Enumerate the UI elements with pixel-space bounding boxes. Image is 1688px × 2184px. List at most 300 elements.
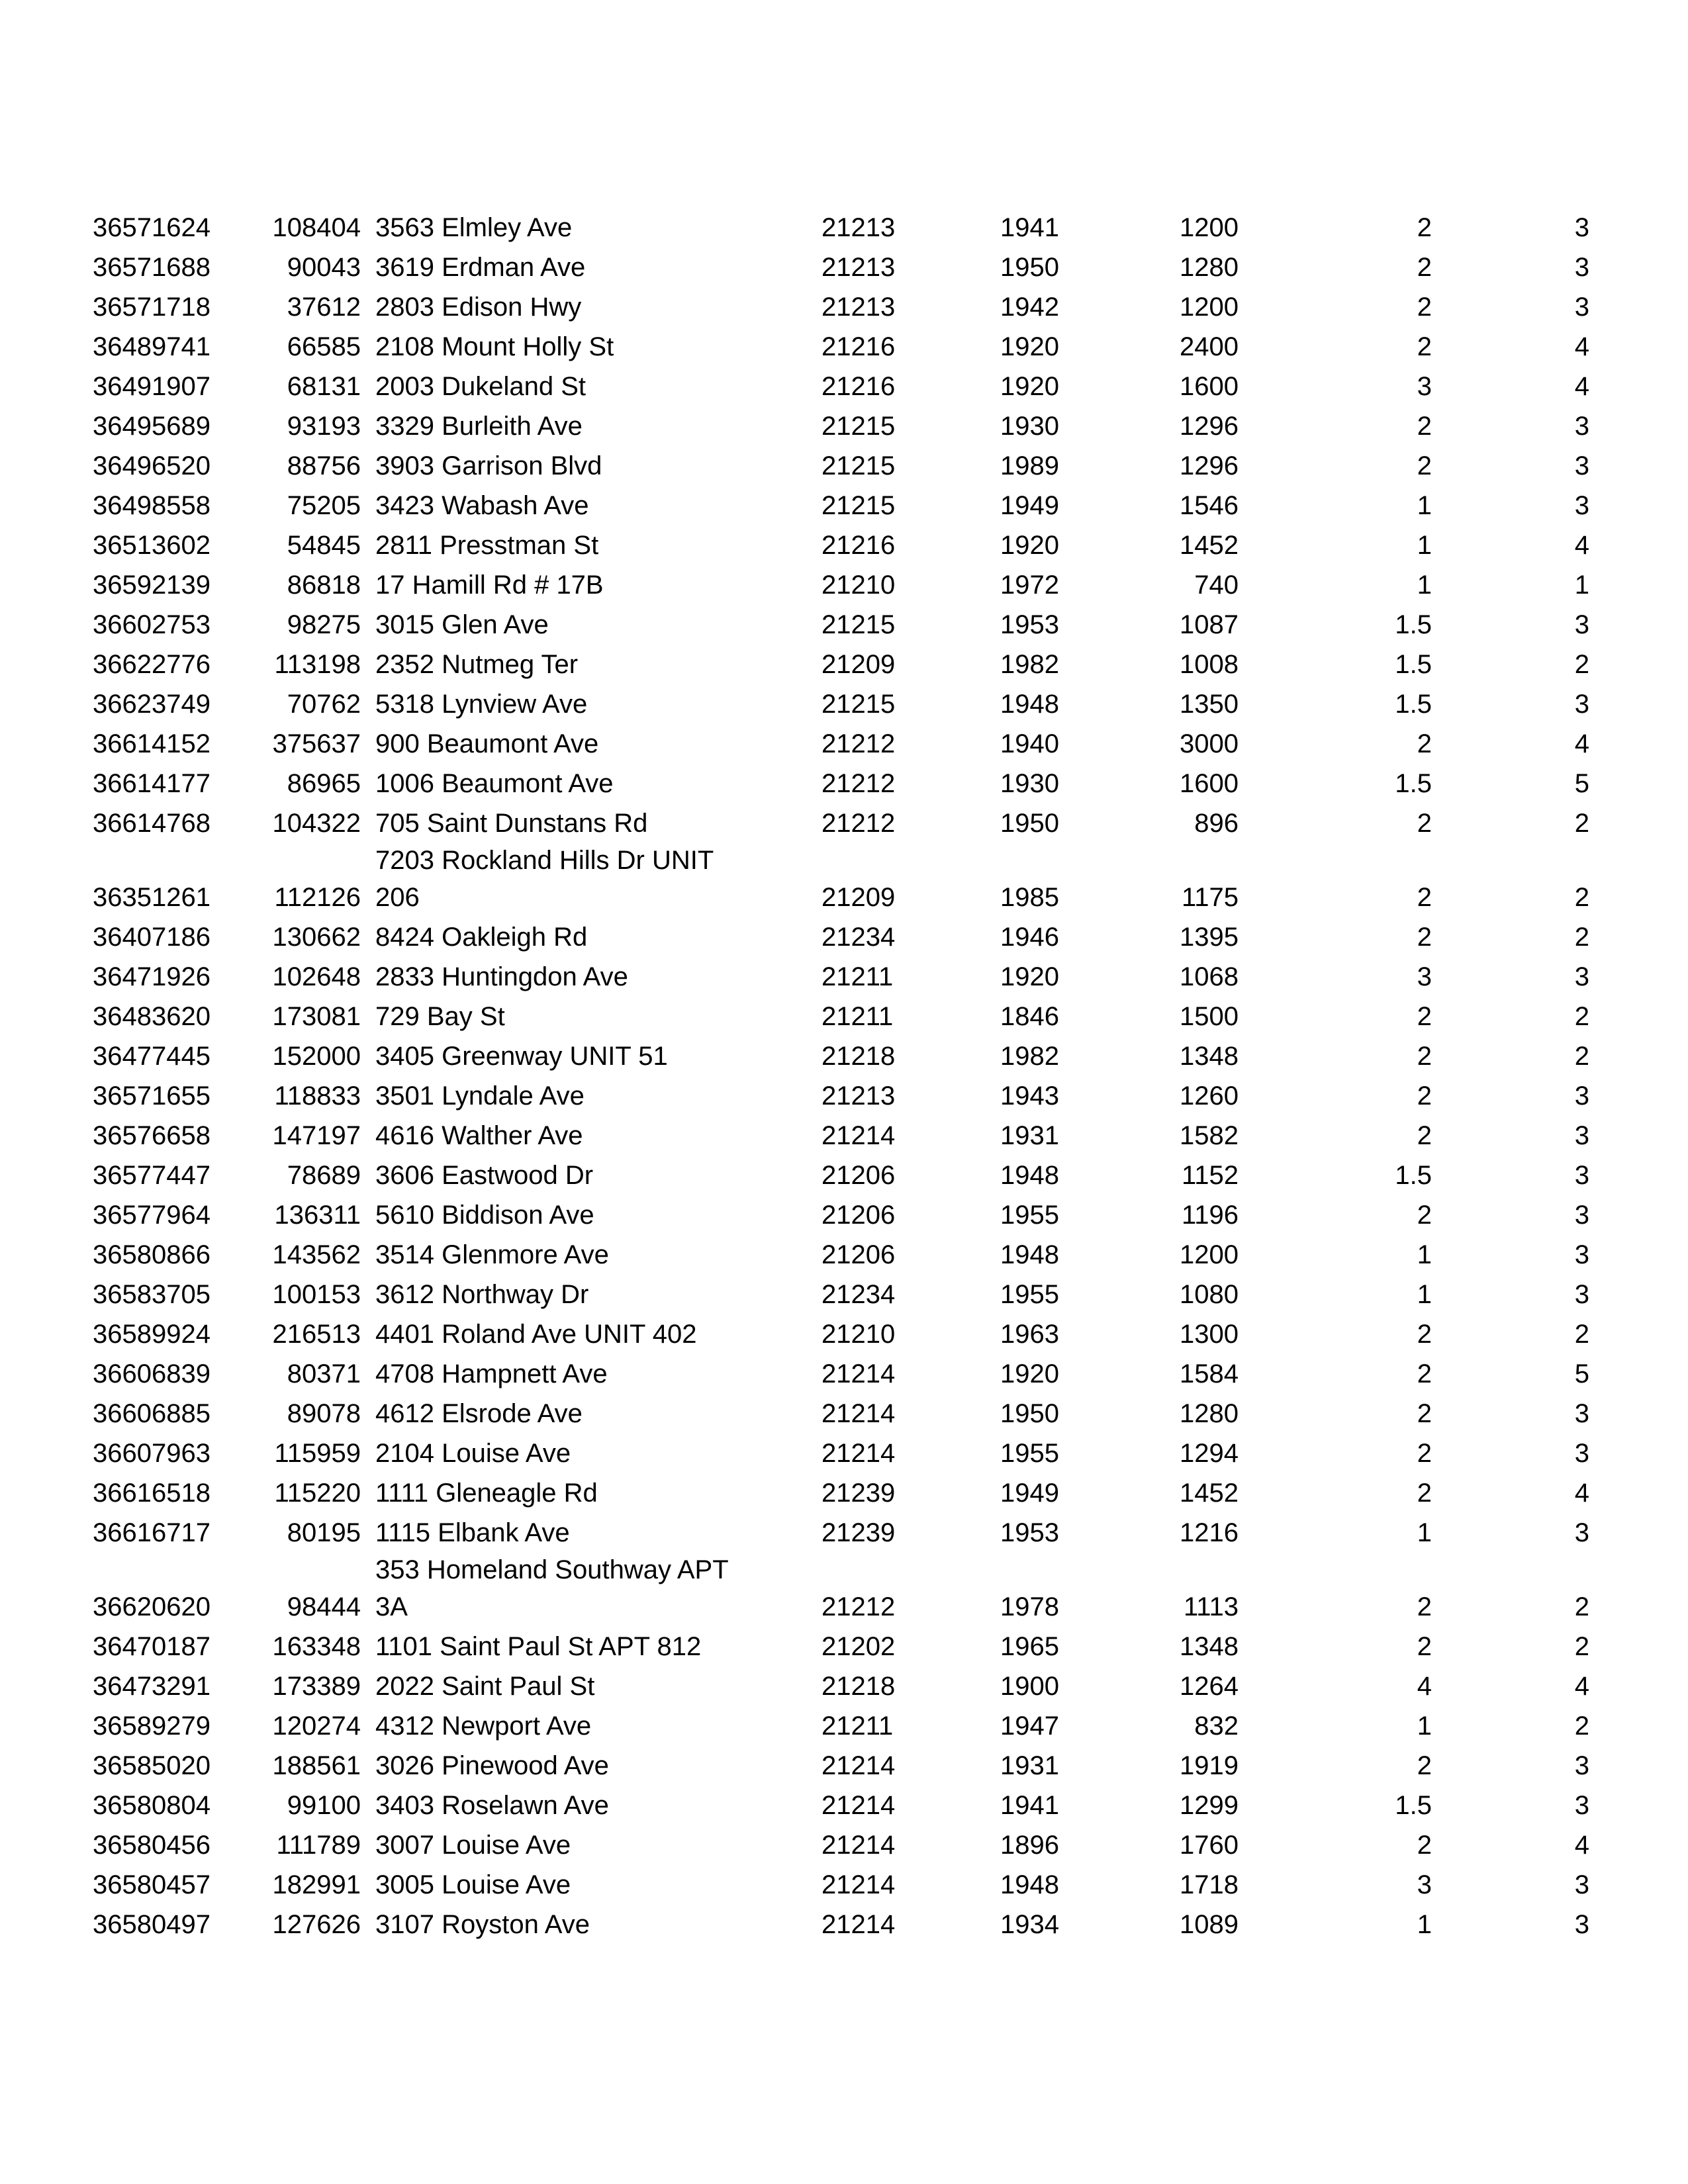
cell-beds: 3 [1574,1910,1589,1939]
address-line: 353 Homeland Southway APT [375,1555,729,1584]
cell-value: 127626 [272,1910,361,1939]
table-row [93,1273,1589,1313]
cell-address: 900 Beaumont Ave [375,729,599,758]
cell-address: 5318 Lynview Ave [375,690,588,719]
cell-year-built: 1896 [1000,1831,1059,1860]
cell-address: 5610 Biddison Ave [375,1201,594,1230]
cell-baths: 2 [1417,1320,1432,1349]
cell-zip: 21214 [821,1791,896,1820]
cell-year-built: 1953 [1000,610,1059,639]
cell-baths: 2 [1417,1592,1432,1621]
cell-square-feet: 1452 [1180,1479,1239,1508]
cell-square-feet: 1280 [1180,1399,1239,1428]
cell-property-id: 36602753 [93,610,211,639]
cell-baths: 1 [1417,570,1432,600]
cell-zip: 21215 [821,451,896,480]
cell-zip: 21214 [821,1870,896,1899]
cell-baths: 2 [1417,1439,1432,1468]
cell-baths: 1.5 [1395,610,1432,639]
table-row [93,1432,1589,1472]
cell-zip: 21213 [821,253,896,282]
cell-square-feet: 1582 [1180,1121,1239,1150]
cell-property-id: 36589279 [93,1711,211,1741]
table-body [93,206,1589,1943]
cell-property-id: 36583705 [93,1280,211,1309]
cell-property-id: 36483620 [93,1002,211,1031]
cell-beds: 3 [1574,491,1589,520]
cell-address: 3005 Louise Ave [375,1870,571,1899]
table-row [93,445,1589,484]
cell-address: 2803 Edison Hwy [375,293,582,322]
cell-zip: 21213 [821,293,896,322]
cell-value: 188561 [272,1751,361,1780]
cell-year-built: 1982 [1000,650,1059,679]
cell-year-built: 1985 [1000,883,1059,912]
cell-property-id: 36571624 [93,213,211,242]
table-row [93,1154,1589,1194]
cell-year-built: 1920 [1000,372,1059,401]
cell-address: 705 Saint Dunstans Rd [375,809,648,838]
cell-property-id: 36491907 [93,372,211,401]
cell-address: 3007 Louise Ave [375,1831,571,1860]
table-row [93,1035,1589,1075]
table-row [93,723,1589,762]
cell-address: 3015 Glen Ave [375,610,549,639]
cell-beds: 2 [1574,1711,1589,1741]
cell-baths: 2 [1417,1479,1432,1508]
cell-address: 2104 Louise Ave [375,1439,571,1468]
cell-beds: 2 [1574,650,1589,679]
cell-zip: 21216 [821,372,896,401]
cell-baths: 2 [1417,923,1432,952]
cell-address: 4401 Roland Ave UNIT 402 [375,1320,697,1349]
cell-baths: 2 [1417,1359,1432,1388]
cell-property-id: 36622776 [93,650,211,679]
cell-beds: 5 [1574,769,1589,798]
cell-beds: 4 [1574,1831,1589,1860]
cell-property-id: 36607963 [93,1439,211,1468]
table-row [93,1313,1589,1353]
cell-property-id: 36576658 [93,1121,211,1150]
cell-value: 120274 [272,1711,361,1741]
cell-address: 2833 Huntingdon Ave [375,962,628,991]
table-row [93,484,1589,524]
cell-square-feet: 1718 [1180,1870,1239,1899]
cell-address: 3107 Royston Ave [375,1910,590,1939]
cell-property-id: 36571688 [93,253,211,282]
cell-beds: 3 [1574,1121,1589,1150]
cell-value: 54845 [287,531,361,560]
table-row [93,762,1589,802]
cell-zip: 21239 [821,1479,896,1508]
cell-square-feet: 1200 [1180,213,1239,242]
cell-property-id: 36614177 [93,769,211,798]
table-row [93,643,1589,683]
cell-value: 143562 [272,1240,361,1269]
cell-property-id: 36513602 [93,531,211,560]
cell-value: 130662 [272,923,361,952]
cell-baths: 2 [1417,729,1432,758]
cell-address: 3329 Burleith Ave [375,412,583,441]
cell-square-feet: 1264 [1180,1672,1239,1701]
cell-zip: 21212 [821,769,896,798]
cell-beds: 2 [1574,883,1589,912]
cell-zip: 21202 [821,1632,896,1661]
cell-property-id: 36606885 [93,1399,211,1428]
cell-zip: 21215 [821,690,896,719]
cell-address: 4612 Elsrode Ave [375,1399,583,1428]
cell-year-built: 1949 [1000,491,1059,520]
cell-beds: 3 [1574,1870,1589,1899]
cell-value: 68131 [287,372,361,401]
cell-baths: 1 [1417,1711,1432,1741]
cell-zip: 21206 [821,1240,896,1269]
cell-address: 4312 Newport Ave [375,1711,592,1741]
cell-beds: 3 [1574,962,1589,991]
cell-square-feet: 1280 [1180,253,1239,282]
cell-beds: 2 [1574,923,1589,952]
property-table [93,206,1589,1943]
cell-baths: 2 [1417,1081,1432,1111]
cell-beds: 2 [1574,1002,1589,1031]
cell-zip: 21215 [821,412,896,441]
table-row [93,1115,1589,1154]
cell-baths: 2 [1417,1632,1432,1661]
cell-square-feet: 1452 [1180,531,1239,560]
cell-zip: 21206 [821,1161,896,1190]
cell-baths: 1.5 [1395,650,1432,679]
cell-year-built: 1950 [1000,1399,1059,1428]
table-row [93,1705,1589,1745]
table-row [93,1234,1589,1273]
cell-square-feet: 1760 [1180,1831,1239,1860]
cell-year-built: 1963 [1000,1320,1059,1349]
cell-square-feet: 896 [1194,809,1239,838]
cell-zip: 21213 [821,213,896,242]
cell-year-built: 1920 [1000,962,1059,991]
cell-baths: 3 [1417,1870,1432,1899]
cell-address: 2022 Saint Paul St [375,1672,595,1701]
cell-beds: 3 [1574,1518,1589,1547]
cell-square-feet: 1089 [1180,1910,1239,1939]
table-row [93,524,1589,564]
cell-square-feet: 2400 [1180,332,1239,361]
cell-year-built: 1920 [1000,1359,1059,1388]
cell-zip: 21211 [821,1711,894,1741]
cell-year-built: 1942 [1000,293,1059,322]
cell-baths: 2 [1417,1399,1432,1428]
cell-beds: 4 [1574,1479,1589,1508]
cell-address [375,1551,812,1625]
cell-beds: 3 [1574,412,1589,441]
cell-property-id: 36614768 [93,809,211,838]
cell-value: 108404 [272,213,361,242]
cell-value: 136311 [274,1201,361,1230]
cell-property-id: 36592139 [93,570,211,600]
cell-year-built: 1953 [1000,1518,1059,1547]
cell-value: 115959 [274,1439,361,1468]
cell-square-feet: 1113 [1183,1592,1239,1621]
cell-beds: 3 [1574,1201,1589,1230]
cell-baths: 2 [1417,883,1432,912]
table-row [93,1665,1589,1705]
table-row [93,956,1589,995]
cell-beds: 2 [1574,809,1589,838]
cell-value: 78689 [287,1161,361,1190]
table-row [93,1784,1589,1824]
cell-baths: 1.5 [1395,1161,1432,1190]
cell-property-id: 36580457 [93,1870,211,1899]
cell-year-built: 1948 [1000,1161,1059,1190]
cell-address: 3619 Erdman Ave [375,253,586,282]
cell-value: 216513 [272,1320,361,1349]
cell-year-built: 1930 [1000,769,1059,798]
cell-property-id: 36473291 [93,1672,211,1701]
cell-baths: 2 [1417,412,1432,441]
cell-square-feet: 1348 [1180,1632,1239,1661]
cell-baths: 2 [1417,293,1432,322]
cell-value: 86818 [287,570,361,600]
cell-beds: 3 [1574,1081,1589,1111]
cell-zip: 21213 [821,1081,896,1111]
cell-value: 152000 [272,1042,361,1071]
cell-value: 80371 [287,1359,361,1388]
address-line: 206 [375,883,420,912]
cell-value: 113198 [274,650,361,679]
cell-square-feet: 1294 [1180,1439,1239,1468]
cell-value: 182991 [272,1870,361,1899]
cell-property-id: 36577964 [93,1201,211,1230]
cell-property-id: 36571655 [93,1081,211,1111]
cell-year-built: 1947 [1000,1711,1059,1741]
cell-address: 3606 Eastwood Dr [375,1161,594,1190]
cell-square-feet: 1175 [1181,883,1239,912]
cell-value: 111789 [276,1831,361,1860]
cell-year-built: 1943 [1000,1081,1059,1111]
cell-property-id: 36489741 [93,332,211,361]
table-row [93,842,1589,916]
cell-zip: 21234 [821,1280,896,1309]
cell-square-feet: 3000 [1180,729,1239,758]
cell-property-id: 36471926 [93,962,211,991]
cell-beds: 1 [1574,570,1589,600]
cell-square-feet: 1919 [1180,1751,1239,1780]
cell-baths: 3 [1417,962,1432,991]
cell-value: 375637 [272,729,361,758]
cell-beds: 3 [1574,213,1589,242]
cell-value: 37612 [287,293,361,322]
cell-square-feet: 1299 [1180,1791,1239,1820]
table-row [93,1745,1589,1784]
cell-beds: 3 [1574,1791,1589,1820]
table-row [93,564,1589,604]
cell-baths: 2 [1417,332,1432,361]
cell-property-id: 36620620 [93,1592,211,1621]
cell-zip: 21211 [821,1002,894,1031]
cell-beds: 3 [1574,293,1589,322]
table-row [93,1824,1589,1864]
cell-year-built: 1931 [1000,1751,1059,1780]
cell-square-feet: 1600 [1180,769,1239,798]
cell-year-built: 1948 [1000,690,1059,719]
cell-value: 75205 [287,491,361,520]
cell-beds: 4 [1574,332,1589,361]
cell-year-built: 1920 [1000,531,1059,560]
cell-year-built: 1955 [1000,1201,1059,1230]
cell-value: 66585 [287,332,361,361]
cell-value: 112126 [274,883,361,912]
cell-address: 1111 Gleneagle Rd [375,1479,598,1508]
cell-year-built: 1931 [1000,1121,1059,1150]
cell-value: 115220 [274,1479,361,1508]
cell-square-feet: 1200 [1180,1240,1239,1269]
cell-year-built: 1946 [1000,923,1059,952]
cell-baths: 3 [1417,372,1432,401]
cell-beds: 3 [1574,451,1589,480]
cell-value: 118833 [274,1081,361,1111]
cell-baths: 1 [1417,1240,1432,1269]
cell-square-feet: 1395 [1180,923,1239,952]
cell-property-id: 36351261 [93,883,211,912]
cell-property-id: 36623749 [93,690,211,719]
cell-square-feet: 1584 [1180,1359,1239,1388]
cell-baths: 2 [1417,1201,1432,1230]
cell-beds: 4 [1574,372,1589,401]
cell-property-id: 36470187 [93,1632,211,1661]
cell-address: 8424 Oakleigh Rd [375,923,588,952]
cell-address: 3903 Garrison Blvd [375,451,602,480]
cell-address: 1006 Beaumont Ave [375,769,614,798]
cell-property-id: 36580456 [93,1831,211,1860]
cell-zip: 21218 [821,1042,896,1071]
cell-address: 3403 Roselawn Ave [375,1791,609,1820]
table-row [93,1392,1589,1432]
cell-address: 2352 Nutmeg Ter [375,650,579,679]
cell-year-built: 1941 [1000,213,1059,242]
table-row [93,802,1589,842]
table-row [93,405,1589,445]
cell-address: 729 Bay St [375,1002,505,1031]
cell-address: 1101 Saint Paul St APT 812 [375,1632,702,1661]
cell-value: 147197 [272,1121,361,1150]
cell-address: 3612 Northway Dr [375,1280,589,1309]
cell-value: 88756 [287,451,361,480]
cell-baths: 2 [1417,1002,1432,1031]
table-row [93,683,1589,723]
cell-beds: 2 [1574,1592,1589,1621]
cell-zip: 21212 [821,1592,896,1621]
cell-beds: 3 [1574,253,1589,282]
cell-value: 104322 [272,809,361,838]
cell-year-built: 1949 [1000,1479,1059,1508]
address-line: 3A [375,1592,408,1621]
cell-address: 17 Hamill Rd # 17B [375,570,604,600]
cell-address: 4616 Walther Ave [375,1121,583,1150]
table-row [93,1353,1589,1392]
table-row [93,365,1589,405]
cell-baths: 2 [1417,1831,1432,1860]
cell-square-feet: 1152 [1181,1161,1239,1190]
cell-beds: 5 [1574,1359,1589,1388]
cell-year-built: 1940 [1000,729,1059,758]
cell-value: 89078 [287,1399,361,1428]
table-row [93,246,1589,286]
cell-baths: 1 [1417,531,1432,560]
cell-address: 3423 Wabash Ave [375,491,589,520]
cell-square-feet: 832 [1194,1711,1239,1741]
cell-zip: 21239 [821,1518,896,1547]
cell-beds: 3 [1574,1240,1589,1269]
table-row [93,1075,1589,1115]
cell-address [375,842,812,916]
cell-beds: 3 [1574,1751,1589,1780]
cell-value: 102648 [272,962,361,991]
cell-beds: 3 [1574,1439,1589,1468]
address-line: 7203 Rockland Hills Dr UNIT [375,846,714,875]
cell-property-id: 36589924 [93,1320,211,1349]
cell-year-built: 1934 [1000,1910,1059,1939]
cell-square-feet: 1600 [1180,372,1239,401]
cell-year-built: 1982 [1000,1042,1059,1071]
cell-square-feet: 1546 [1180,491,1239,520]
cell-square-feet: 1200 [1180,293,1239,322]
table-row [93,916,1589,956]
cell-beds: 2 [1574,1320,1589,1349]
cell-value: 99100 [287,1791,361,1820]
cell-year-built: 1965 [1000,1632,1059,1661]
cell-zip: 21214 [821,1439,896,1468]
cell-address: 4708 Hampnett Ave [375,1359,608,1388]
cell-zip: 21206 [821,1201,896,1230]
cell-baths: 1 [1417,1910,1432,1939]
cell-year-built: 1978 [1000,1592,1059,1621]
table-row [93,1903,1589,1943]
cell-address: 3501 Lyndale Ave [375,1081,585,1111]
cell-value: 98275 [287,610,361,639]
cell-property-id: 36616717 [93,1518,211,1547]
cell-property-id: 36616518 [93,1479,211,1508]
cell-baths: 1.5 [1395,690,1432,719]
table-row [93,206,1589,246]
cell-address: 2108 Mount Holly St [375,332,614,361]
cell-value: 93193 [287,412,361,441]
cell-year-built: 1955 [1000,1439,1059,1468]
cell-year-built: 1948 [1000,1870,1059,1899]
cell-beds: 3 [1574,1161,1589,1190]
cell-zip: 21216 [821,332,896,361]
cell-baths: 2 [1417,1751,1432,1780]
cell-property-id: 36571718 [93,293,211,322]
cell-zip: 21215 [821,610,896,639]
table-row [93,1551,1589,1625]
cell-square-feet: 1296 [1180,451,1239,480]
cell-address: 2003 Dukeland St [375,372,586,401]
cell-value: 173389 [272,1672,361,1701]
cell-beds: 4 [1574,531,1589,560]
cell-property-id: 36606839 [93,1359,211,1388]
cell-address: 3405 Greenway UNIT 51 [375,1042,668,1071]
cell-baths: 1 [1417,491,1432,520]
cell-beds: 3 [1574,610,1589,639]
cell-zip: 21212 [821,809,896,838]
cell-property-id: 36407186 [93,923,211,952]
cell-address: 3563 Elmley Ave [375,213,573,242]
cell-address: 3026 Pinewood Ave [375,1751,609,1780]
cell-square-feet: 1260 [1180,1081,1239,1111]
cell-zip: 21214 [821,1121,896,1150]
cell-property-id: 36577447 [93,1161,211,1190]
table-row [93,1512,1589,1551]
